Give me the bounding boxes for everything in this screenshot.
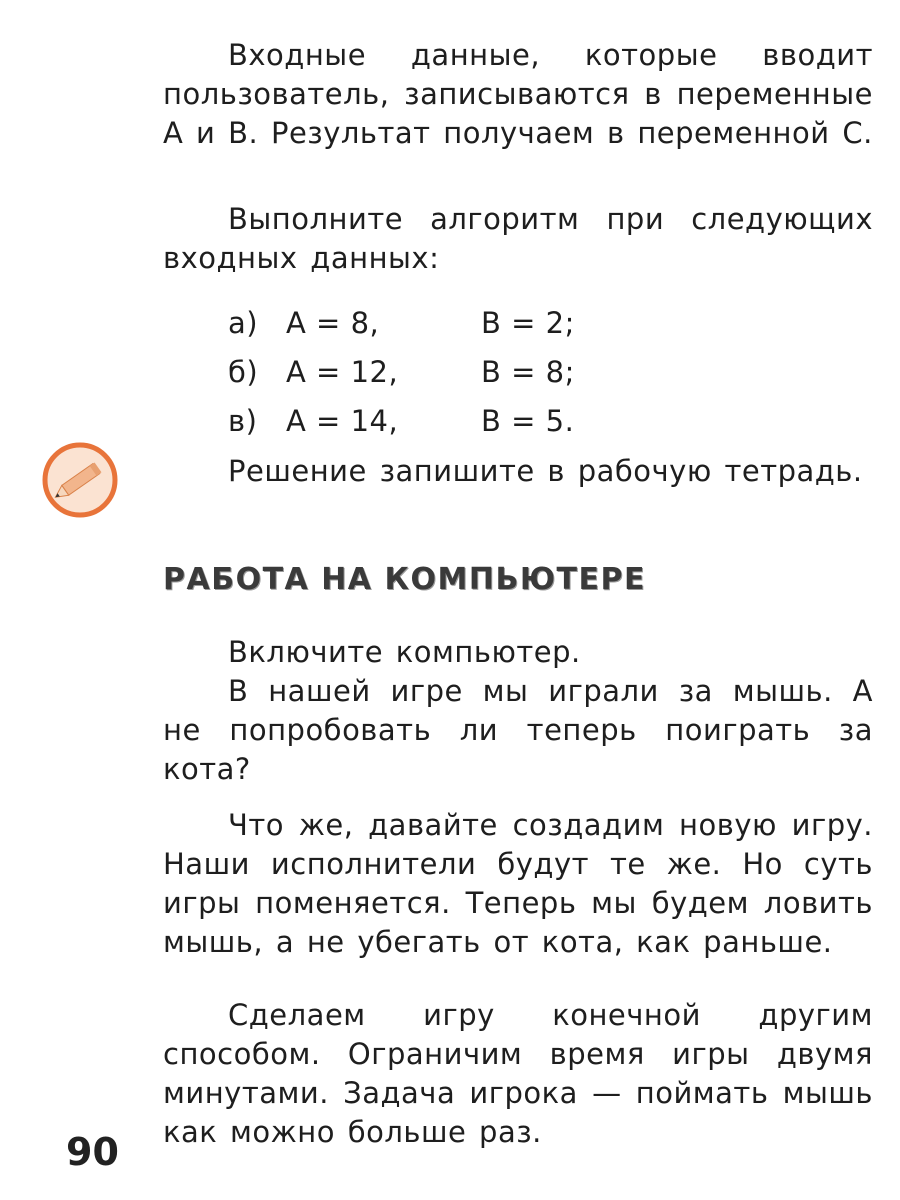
paragraph-finite-game	[163, 996, 873, 1152]
paragraph-text: Включите компьютер.	[228, 635, 581, 669]
paragraph-computer-work	[163, 633, 873, 789]
pencil-icon	[40, 440, 120, 520]
variant-a-value: A = 8,	[286, 305, 380, 340]
paragraph-text: В нашей игре мы играли за мышь. А не попробовать ли теперь поиграть за кота?	[163, 674, 873, 786]
variant-label: б)	[228, 354, 259, 389]
paragraph-text: Выполните алгоритм при следующих входных данных:	[163, 202, 873, 275]
paragraph-input-description	[163, 36, 873, 153]
variant-b-value: B = 5.	[481, 403, 575, 438]
list-item	[228, 396, 728, 445]
paragraph-write-solution	[163, 452, 873, 491]
variant-label: в)	[228, 403, 258, 438]
paragraph-text: Сделаем игру конечной другим способом. Ограничим время игры двумя минутами. Задача игрока — поймать мышь как можно больше раз.	[163, 998, 873, 1149]
variant-b-value: B = 8;	[481, 354, 575, 389]
variant-a-value: A = 14,	[286, 403, 399, 438]
paragraph-text: Входные данные, которые вводит пользователь, записываются в переменные A и B. Результат получаем в переменной C.	[163, 38, 873, 150]
paragraph-run-algorithm	[163, 200, 873, 278]
variant-a-value: A = 12,	[286, 354, 399, 389]
paragraph-new-game	[163, 806, 873, 962]
paragraph-text: Что же, давайте создадим новую игру. Наши исполнители будут те же. Но суть игры поменяется. Теперь мы будем ловить мышь, а не убегать от кота, как раньше.	[163, 808, 873, 959]
variant-b-value: B = 2;	[481, 305, 575, 340]
input-variants-list	[228, 298, 728, 445]
paragraph-text: Решение запишите в рабочую тетрадь.	[228, 454, 863, 488]
variant-label: а)	[228, 305, 259, 340]
list-item	[228, 347, 728, 396]
section-title: РАБОТА НА КОМПЬЮТЕРЕ	[163, 562, 646, 597]
list-item	[228, 298, 728, 347]
page-number: 90	[66, 1130, 119, 1174]
